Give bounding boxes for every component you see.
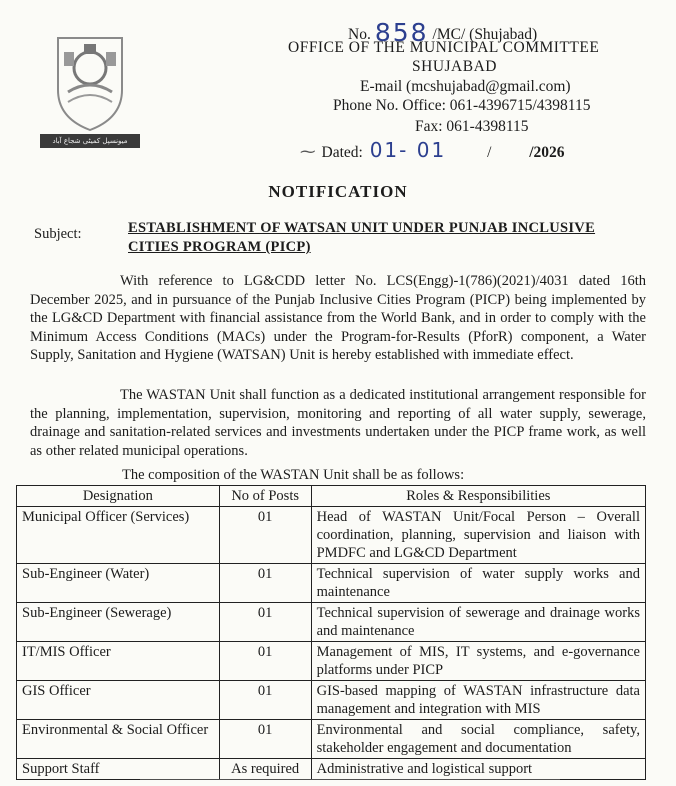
roles-cell: Technical supervision of sewerage and drainage works and maintenance (311, 603, 645, 642)
ref-suffix: /MC/ (Shujabad) (432, 26, 538, 43)
header-designation: Designation (17, 486, 220, 507)
roles-cell: Management of MIS, IT systems, and e-governance platforms under PICP (311, 642, 645, 681)
roles-cell: Head of WASTAN Unit/Focal Person – Overall coordination, planning, supervision and liaison with PMDFC and LG&CD Department (311, 507, 645, 564)
paragraph-function: The WASTAN Unit shall function as a dedicated institutional arrangement responsible for the planning, implementation, supervision, monitoring and reporting of all water supply, sewerage, drainage and sanitation-related services and investments undertaken under the PICP frame work, as well as other related municipal operations. (30, 387, 646, 459)
composition-intro: The composition of the WASTAN Unit shall be as follows: (122, 467, 465, 483)
table-row (17, 759, 646, 780)
designation-cell: Sub-Engineer (Sewerage) (17, 603, 220, 642)
date-separator: / (487, 144, 492, 161)
designation-cell: Municipal Officer (Services) (17, 507, 220, 564)
phone-line: Phone No. Office: 061-4396715/4398115 (333, 97, 591, 114)
city-name: SHUJABAD (412, 58, 497, 75)
table-row (17, 507, 646, 564)
header-roles: Roles & Responsibilities (311, 486, 645, 507)
email-line: E-mail (mcshujabad@gmail.com) (360, 78, 571, 95)
header-posts: No of Posts (219, 486, 311, 507)
posts-cell: 01 (219, 720, 311, 759)
roles-cell: GIS-based mapping of WASTAN infrastructure data management and integration with MIS (311, 681, 645, 720)
handwritten-date: 01- 01 (369, 138, 447, 162)
posts-cell: 01 (219, 681, 311, 720)
table-row (17, 642, 646, 681)
handwritten-ref-number: 858 (374, 18, 429, 47)
date-year: /2026 (529, 144, 565, 161)
notification-title: NOTIFICATION (268, 182, 408, 201)
designation-cell: IT/MIS Officer (17, 642, 220, 681)
table-row (17, 564, 646, 603)
posts-cell: 01 (219, 564, 311, 603)
table-row (17, 603, 646, 642)
roles-cell: Technical supervision of water supply works and maintenance (311, 564, 645, 603)
dash-mark: ⁓ (300, 144, 316, 161)
watsan-composition-table (16, 485, 646, 780)
roles-cell: Administrative and logistical support (311, 759, 645, 780)
designation-cell: Support Staff (17, 759, 220, 780)
subject-label: Subject: (34, 226, 82, 242)
posts-cell: 01 (219, 642, 311, 681)
ref-prefix: No. (348, 26, 371, 43)
roles-cell: Environmental and social compliance, safety, stakeholder engagement and documentation (311, 720, 645, 759)
table-row (17, 681, 646, 720)
table-header-row (17, 486, 646, 507)
office-name: OFFICE OF THE MUNICIPAL COMMITTEE (288, 39, 600, 56)
designation-cell: GIS Officer (17, 681, 220, 720)
date-label: Dated: (321, 144, 363, 161)
paragraph-reference: With reference to LG&CDD letter No. LCS(Engg)-1(786)(2021)/4031 dated 16th December 2025, and in pursuance of the Punjab Inclusive Cities Program (PICP) being implemented by the LG&CD Department with financial assistance from the World Bank, and in order to comply with the Minimum Access Conditions (MACs) under the Program-for-Results (PforR) component, a Water Supply, Sanitation and Hygiene (WATSAN) Unit is hereby established with immediate effect. (30, 273, 646, 364)
posts-cell: As required (219, 759, 311, 780)
designation-cell: Environmental & Social Officer (17, 720, 220, 759)
posts-cell: 01 (219, 507, 311, 564)
date-line (300, 138, 565, 162)
designation-cell: Sub-Engineer (Water) (17, 564, 220, 603)
fax-line: Fax: 061-4398115 (415, 118, 529, 135)
subject-text: ESTABLISHMENT OF WATSAN UNIT UNDER PUNJAB INCLUSIVE CITIES PROGRAM (PICP) (128, 220, 596, 255)
posts-cell: 01 (219, 603, 311, 642)
table-row (17, 720, 646, 759)
logo-caption: میونسپل کمیٹی شجاع آباد (40, 134, 140, 148)
